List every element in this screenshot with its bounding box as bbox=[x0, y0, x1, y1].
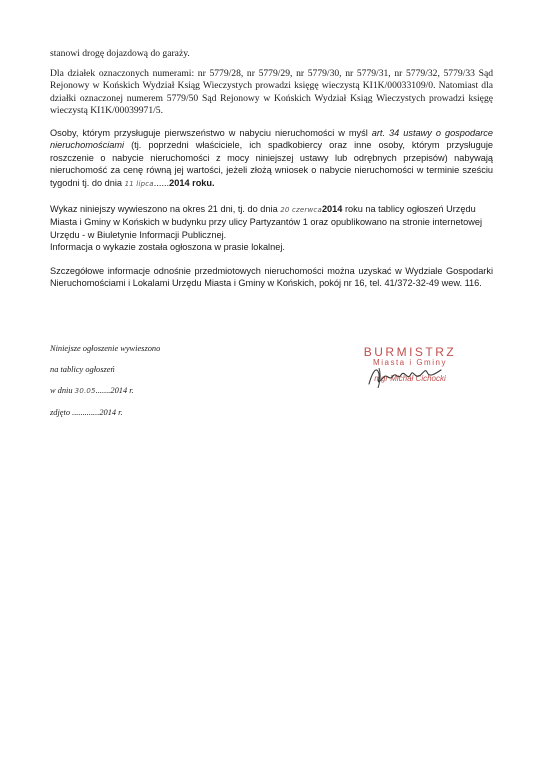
notice-line-1: Niniejsze ogłoszenie wywieszono bbox=[50, 344, 161, 353]
posting-notice bbox=[50, 338, 160, 423]
priority-act-reference: art. 34 ustawy o gospodarce nieruchomościami bbox=[50, 128, 493, 151]
notice-line-2: na tablicy ogłoszeń bbox=[50, 365, 115, 374]
paragraph-posting-period bbox=[50, 203, 493, 254]
paragraph-contact-info: Szczegółowe informacje odnośnie przedmiotowych nieruchomości można uzyskać w Wydziale Gospodarki Nieruchomościami i Lokalami Urzędu Miasta i Gminy w Końskich, pokój nr 16, tel. 41/372-32-49 wew. 116. bbox=[50, 266, 493, 289]
priority-text-2: (tj. poprzedni właściciele, ich spadkobiercy oraz inne osoby, którym przysługuje roszczenie o nabycie nieruchomości z mocy niniejszej ustawy lub odrębnych przepisów) nabywają nieruchomość za cenę równą jej wartości, jeżeli złożą wniosek o nabycie nieruchomości w terminie sześciu tygodni tj. do dnia bbox=[50, 140, 493, 188]
paragraph-priority-rights bbox=[50, 127, 493, 190]
handwritten-signature bbox=[365, 360, 445, 392]
stamp-title: BURMISTRZ bbox=[363, 345, 457, 359]
handwritten-posted-date: 30.05 bbox=[74, 387, 96, 395]
priority-text-1: Osoby, którym przysługuje pierwszeństwo w nabyciu nieruchomości w myśl bbox=[50, 128, 372, 138]
paragraph-land-registry: Dla działek oznaczonych numerami: nr 5779/28, nr 5779/29, nr 5779/30, nr 5779/31, nr 5779/32, 5779/33 Sąd Rejonowy w Końskich Wydział Ksiąg Wieczystych prowadzi księgę wieczystą KI1K/00033109/0. Natomiast dla działki oznaczonej numerem 5779/50 Sąd Rejonowy w Końskich Wydział Ksiąg Wieczystych prowadzi księgę wieczystą KI1K/00039971/5. bbox=[50, 68, 493, 117]
handwritten-deadline-date: 11 lipca bbox=[124, 179, 154, 188]
posting-text-1: Wykaz niniejszy wywieszono na okres 21 dni, tj. do dnia bbox=[50, 204, 281, 214]
notice-line-3: w dniu 30.05.......2014 r. bbox=[50, 386, 134, 395]
paragraph-road: stanowi drogę dojazdową do garaży. bbox=[50, 48, 190, 59]
posting-year: 2014 bbox=[321, 204, 343, 214]
notice-line-4: zdjęto .............2014 r. bbox=[50, 408, 123, 417]
posting-press-info: Informacja o wykazie została ogłoszona w prasie lokalnej. bbox=[50, 242, 285, 253]
priority-dots: ...... bbox=[153, 177, 170, 188]
posting-text-2: roku na tablicy ogłoszeń Urzędu Miasta i Gminy w Końskich w budynku przy ulicy Partyzantów 1 oraz opublikowano na stronie internetowej Urzędu - w Biuletynie Informacji Publicznej. bbox=[50, 204, 483, 240]
stamp-subtitle: Miasta i Gminy bbox=[373, 358, 447, 367]
priority-year: 2014 roku. bbox=[169, 177, 215, 188]
stamp-name: mgr Michał Cichocki bbox=[374, 374, 446, 383]
handwritten-posting-date: 20 czerwca bbox=[280, 206, 322, 214]
